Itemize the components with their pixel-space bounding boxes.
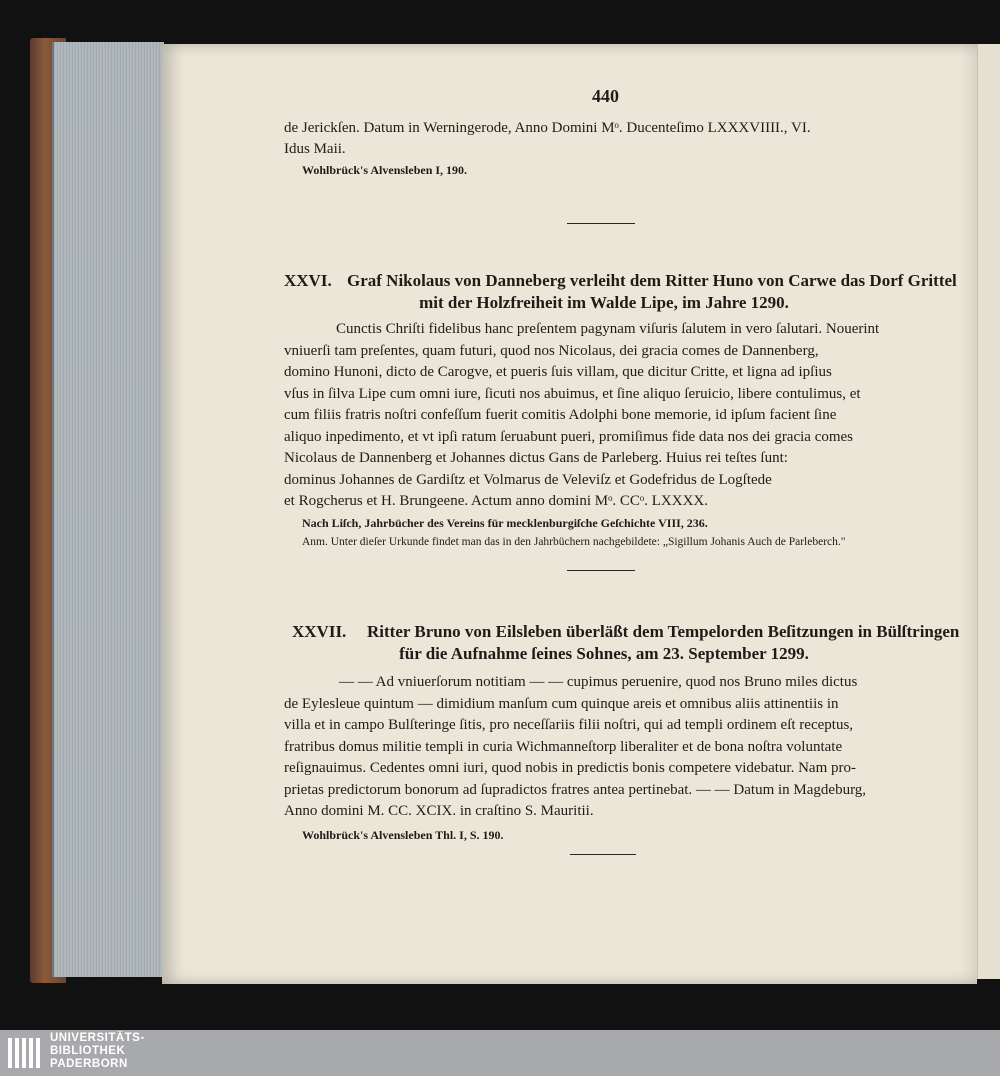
text-line: de Eylesleue quintum — dimidium manſum cum quinque areis et omnibus aliis attinentiis in — [284, 695, 839, 712]
text-line: et Rogcherus et H. Brungeene. Actum anno domini Mᵒ. CCᵒ. LXXXX. — [284, 493, 708, 509]
top-text-line-2: Idus Maii. — [284, 141, 346, 157]
charter-xxvi-note: Anm. Unter dieſer Urkunde findet man das in den Jahrbüchern nachgebildete: „Sigillum Johanis Auch de Parleberch." — [302, 536, 846, 548]
text-line: vſus in ſilva Lipe cum omni iure, ſicuti nos abuimus, et ſine aliquo ſeruicio, libere contulimus, et — [284, 385, 861, 402]
charter-xxvii-title-line-1: Ritter Bruno von Eilsleben überläßt dem Tempelorden Beſitzungen in Bülſtringen — [367, 622, 960, 641]
charter-xxvi-title-line-2: mit der Holzfreiheit im Walde Lipe, im Jahre 1290. — [419, 293, 789, 312]
charter-xxvii-text — [284, 672, 924, 823]
separator-rule-3 — [570, 854, 636, 855]
top-source-citation: Wohlbrück's Alvensleben I, 190. — [302, 163, 468, 177]
separator-rule-2 — [567, 570, 635, 571]
text-line: reſignauimus. Cedentes omni iuri, quod nobis in predictis bonis competere videbatur. Nam pro- — [284, 760, 856, 776]
text-line: Cunctis Chriſti fidelibus hanc preſentem pagynam viſuris ſalutem in vero ſalutari. Nouerint — [336, 321, 880, 337]
charter-xxvii-number: XXVII. — [292, 622, 347, 641]
charter-xxvi-title-line-1: Graf Nikolaus von Danneberg verleiht dem Ritter Huno von Carwe das Dorf Grittel — [347, 271, 957, 290]
library-name-line-3: PADERBORN — [50, 1058, 128, 1070]
page-number: 440 — [592, 86, 619, 106]
charter-xxvii-title-line-2: für die Aufnahme ſeines Sohnes, am 23. September 1299. — [399, 644, 809, 663]
text-line: cum filiis fratris noſtri confeſſum fuerit comitis Adolphi bone memorie, id ipſum facient ſine — [284, 407, 837, 423]
top-text-line-1: de Jerickſen. Datum in Werningerode, Anno Domini Mᵒ. Ducenteſimo LXXXVIIII., VI. — [284, 120, 811, 136]
text-line: dominus Johannes de Gardiſtz et Volmarus de Veleviſz et Godefridus de Logſtede — [284, 471, 772, 488]
book-page — [162, 44, 977, 984]
charter-xxvii-source: Wohlbrück's Alvensleben Thl. I, S. 190. — [302, 828, 504, 842]
charter-xxvi-source: Nach Liſch, Jahrbücher des Vereins für mecklenburgiſche Geſchichte VIII, 236. — [302, 516, 708, 530]
charter-xxvi-text — [284, 319, 924, 513]
text-line: — — Ad vniuerſorum notitiam — — cupimus peruenire, quod nos Bruno miles dictus — [339, 674, 858, 690]
library-name-line-1: UNIVERSITÄTS- — [50, 1032, 145, 1044]
facing-page-edge — [977, 44, 1000, 979]
text-line: domino Hunoni, dicto de Carogve, et pueris ſuis villam, que dicitur Critte, et ligna ad ipſius — [284, 364, 832, 380]
page-edges — [52, 42, 164, 977]
library-footer — [0, 1030, 1000, 1076]
text-line: aliquo inpedimento, et vt ipſi ratum ſeruabunt pueri, promiſimus fide data nos dei gracia comes — [284, 428, 854, 445]
text-line: vniuerſi tam preſentes, quam futuri, quod nos Nicolaus, dei gracia comes de Dannenberg, — [284, 342, 819, 359]
text-line: villa et in campo Bulſteringe ſitis, pro neceſſariis filii noſtri, qui ad templi ordinem eſt receptus, — [284, 717, 854, 733]
library-name-line-2: BIBLIOTHEK — [50, 1045, 126, 1057]
text-line: Anno domini M. CC. XCIX. in craſtino S. Mauritii. — [284, 803, 594, 819]
separator-rule-1 — [567, 223, 635, 224]
text-line: prietas predictorum bonorum ad ſupradictos fratres antea pertinebat. — — Datum in Magdeburg, — [284, 781, 867, 798]
library-logo-icon — [8, 1038, 46, 1068]
charter-xxvi-number: XXVI. — [284, 271, 332, 290]
text-line: Nicolaus de Dannenberg et Johannes dictus Gans de Parleberg. Huius rei teſtes ſunt: — [284, 450, 788, 466]
library-name — [50, 1032, 145, 1071]
text-line: fratribus domus militie templi in curia Wichmanneſtorp liberaliter et de bona noſtra voluntate — [284, 738, 843, 755]
